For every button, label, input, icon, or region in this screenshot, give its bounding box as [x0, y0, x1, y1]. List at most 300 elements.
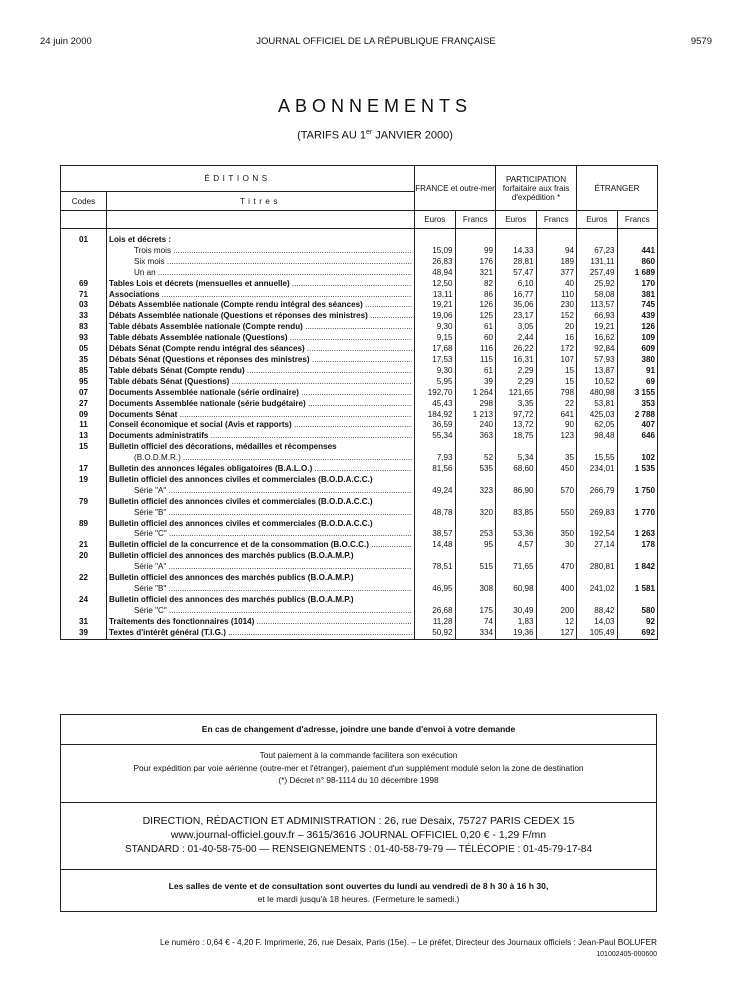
- etranger-francs: 646: [617, 431, 658, 442]
- contact-phones: STANDARD : 01-40-58-75-00 — RENSEIGNEMENTS : 01-40-58-79-79 — TÉLÉCOPIE : 01-45-79-17-84: [124, 844, 593, 855]
- france-euros: 19,06: [415, 311, 456, 322]
- etranger-francs: 1 581: [617, 584, 658, 595]
- etranger-francs: 91: [617, 366, 658, 377]
- france-francs: 86: [455, 290, 496, 301]
- participation-euros: 30,49: [496, 606, 537, 617]
- edition-title: [107, 475, 415, 486]
- edition-code: [61, 562, 107, 573]
- participation-francs: 377: [536, 268, 577, 279]
- participation-euros: [496, 551, 537, 562]
- edition-title-text: Documents administratifs .....: [109, 431, 412, 442]
- participation-euros: 28,81: [496, 257, 537, 268]
- edition-title: [107, 464, 415, 475]
- edition-code: 89: [61, 519, 107, 530]
- issue-date: 24 juin 2000: [40, 36, 92, 47]
- france-header: FRANCE et outre-mer: [415, 166, 496, 211]
- participation-francs: [536, 475, 577, 486]
- subtitle-sup: er: [365, 129, 373, 136]
- france-euros: [415, 519, 456, 530]
- edition-code: [61, 268, 107, 279]
- table-row: [61, 431, 658, 442]
- etranger-euros: [577, 519, 618, 530]
- etranger-francs: 2 788: [617, 410, 658, 421]
- edition-title-text: Bulletin officiel des annonces civiles et commerciales (B.O.D.A.C.C.): [109, 518, 373, 528]
- euros-header: Euros: [415, 211, 456, 229]
- france-euros: 17,53: [415, 355, 456, 366]
- participation-euros: 6,10: [496, 279, 537, 290]
- edition-code: [61, 606, 107, 617]
- edition-code: 05: [61, 344, 107, 355]
- participation-euros: [496, 497, 537, 508]
- edition-title-text: Bulletin officiel des annonces des marchés publics (B.O.A.M.P.): [109, 573, 354, 583]
- table-row: [61, 355, 658, 366]
- participation-euros: 14,33: [496, 246, 537, 257]
- edition-code: 21: [61, 540, 107, 551]
- etranger-euros: 92,84: [577, 344, 618, 355]
- edition-code: 01: [61, 235, 107, 246]
- participation-euros: 4,57: [496, 540, 537, 551]
- france-euros: 184,92: [415, 410, 456, 421]
- edition-code: 17: [61, 464, 107, 475]
- france-francs: 1 213: [455, 410, 496, 421]
- edition-code: 83: [61, 322, 107, 333]
- edition-title-text: Bulletin officiel des annonces civiles et commerciales (B.O.D.A.C.C.): [109, 474, 373, 484]
- etranger-euros: [577, 475, 618, 486]
- edition-code: 31: [61, 617, 107, 628]
- participation-francs: 110: [536, 290, 577, 301]
- edition-title-text: Textes d'intérêt général (T.I.G.) .....: [109, 628, 412, 639]
- etranger-euros: 67,23: [577, 246, 618, 257]
- edition-title-text: Documents Sénat .....: [109, 410, 412, 421]
- etranger-francs: 1 535: [617, 464, 658, 475]
- rates-table: [60, 165, 658, 640]
- france-euros: 19,21: [415, 300, 456, 311]
- france-euros: 192,70: [415, 388, 456, 399]
- edition-title-text: Associations .....: [109, 290, 412, 301]
- table-row: [61, 333, 658, 344]
- participation-francs: 22: [536, 399, 577, 410]
- participation-euros: 16,31: [496, 355, 537, 366]
- participation-francs: [536, 497, 577, 508]
- table-row: [61, 486, 658, 497]
- edition-title: [107, 290, 415, 301]
- france-francs: 82: [455, 279, 496, 290]
- participation-euros: [496, 519, 537, 530]
- page-number: 9579: [690, 36, 712, 47]
- opening-hours-box: [60, 869, 657, 912]
- participation-euros: 86,90: [496, 486, 537, 497]
- participation-francs: 94: [536, 246, 577, 257]
- france-euros: 26,68: [415, 606, 456, 617]
- france-euros: 17,68: [415, 344, 456, 355]
- edition-title-text: Débats Sénat (Compte rendu intégral des séances) .....: [109, 344, 412, 355]
- etranger-francs: [617, 442, 658, 453]
- participation-francs: 350: [536, 529, 577, 540]
- etranger-euros: [577, 442, 618, 453]
- edition-title: [107, 595, 415, 606]
- edition-code: 22: [61, 573, 107, 584]
- edition-code: 11: [61, 420, 107, 431]
- etranger-euros: 53,81: [577, 399, 618, 410]
- france-francs: 126: [455, 300, 496, 311]
- france-francs: [455, 497, 496, 508]
- france-francs: 334: [455, 628, 496, 639]
- edition-title-text: Bulletin officiel de la concurrence et de la consommation (B.O.C.C.) .....: [109, 540, 412, 551]
- subtitle-after: JANVIER 2000): [372, 129, 453, 142]
- france-francs: 176: [455, 257, 496, 268]
- france-francs: 125: [455, 311, 496, 322]
- participation-francs: 470: [536, 562, 577, 573]
- table-row: [61, 573, 658, 584]
- participation-euros: 2,44: [496, 333, 537, 344]
- table-row: [61, 497, 658, 508]
- blank-header: [61, 211, 107, 229]
- etranger-euros: 257,49: [577, 268, 618, 279]
- participation-francs: 12: [536, 617, 577, 628]
- etranger-euros: 266,79: [577, 486, 618, 497]
- edition-title: [107, 257, 415, 268]
- edition-code: 27: [61, 399, 107, 410]
- etranger-euros: 57,93: [577, 355, 618, 366]
- france-euros: 81,56: [415, 464, 456, 475]
- edition-code: [61, 529, 107, 540]
- table-row: [61, 562, 658, 573]
- table-row: [61, 366, 658, 377]
- table-row: [61, 617, 658, 628]
- participation-francs: [536, 235, 577, 246]
- participation-francs: [536, 442, 577, 453]
- edition-title: [107, 246, 415, 257]
- edition-title-text: Bulletin des annonces légales obligatoires (B.A.L.O.) .....: [109, 464, 412, 475]
- participation-euros: 23,17: [496, 311, 537, 322]
- france-euros: [415, 442, 456, 453]
- edition-code: 35: [61, 355, 107, 366]
- table-row: [61, 529, 658, 540]
- edition-code: 03: [61, 300, 107, 311]
- address-change-note: En cas de changement d'adresse, joindre une bande d'envoi à votre demande: [60, 714, 657, 745]
- participation-euros: 26,22: [496, 344, 537, 355]
- table-row: [61, 322, 658, 333]
- titres-header: Titres: [107, 192, 415, 211]
- participation-euros: [496, 595, 537, 606]
- edition-title-text: Table débats Sénat (Questions) .....: [109, 377, 412, 388]
- france-euros: 38,57: [415, 529, 456, 540]
- participation-euros: 60,98: [496, 584, 537, 595]
- edition-title-text: Série "A" .....: [134, 486, 412, 497]
- footer-reference: 101002405-000600: [596, 951, 657, 958]
- etranger-francs: [617, 475, 658, 486]
- participation-euros: 13,72: [496, 420, 537, 431]
- etranger-euros: 14,03: [577, 617, 618, 628]
- etranger-francs: 580: [617, 606, 658, 617]
- france-euros: 12,50: [415, 279, 456, 290]
- france-francs: 253: [455, 529, 496, 540]
- edition-title-text: Série "B" .....: [134, 508, 412, 519]
- participation-francs: [536, 595, 577, 606]
- etranger-euros: [577, 551, 618, 562]
- participation-euros: 2,29: [496, 377, 537, 388]
- etranger-francs: 126: [617, 322, 658, 333]
- edition-title-text: Bulletin officiel des annonces civiles et commerciales (B.O.D.A.C.C.): [109, 496, 373, 506]
- edition-code: 07: [61, 388, 107, 399]
- france-euros: [415, 475, 456, 486]
- participation-francs: 200: [536, 606, 577, 617]
- table-row: [61, 246, 658, 257]
- france-euros: 49,24: [415, 486, 456, 497]
- participation-francs: 20: [536, 322, 577, 333]
- participation-euros: [496, 475, 537, 486]
- participation-header: PARTICIPATION forfaitaire aux frais d'expédition *: [496, 166, 577, 211]
- france-euros: 14,48: [415, 540, 456, 551]
- contact-web: www.journal-officiel.gouv.fr – 3615/3616 JOURNAL OFFICIEL 0,20 € - 1,29 F/mn: [170, 829, 547, 841]
- table-body: [61, 229, 658, 640]
- francs-header: Francs: [536, 211, 577, 229]
- participation-francs: 40: [536, 279, 577, 290]
- etranger-euros: 131,11: [577, 257, 618, 268]
- participation-euros: 16,77: [496, 290, 537, 301]
- edition-title: [107, 399, 415, 410]
- france-francs: 1 264: [455, 388, 496, 399]
- opening-hours-saturday: et le mardi jusqu'à 18 heures. (Fermeture le samedi.): [257, 894, 460, 904]
- etranger-francs: 1 689: [617, 268, 658, 279]
- etranger-euros: 66,93: [577, 311, 618, 322]
- payment-note: Tout paiement à la commande facilitera son exécution: [259, 750, 458, 760]
- participation-francs: 15: [536, 377, 577, 388]
- table-row: [61, 344, 658, 355]
- participation-euros: 71,65: [496, 562, 537, 573]
- france-euros: [415, 573, 456, 584]
- participation-euros: 83,85: [496, 508, 537, 519]
- etranger-euros: 19,21: [577, 322, 618, 333]
- participation-francs: 450: [536, 464, 577, 475]
- etranger-euros: 113,57: [577, 300, 618, 311]
- france-francs: 74: [455, 617, 496, 628]
- edition-title: [107, 279, 415, 290]
- edition-title-text: Bulletin officiel des annonces des marchés publics (B.O.A.M.P.): [109, 594, 354, 604]
- edition-title-text: Table débats Assemblée nationale (Compte rendu) .....: [109, 322, 412, 333]
- contact-address: DIRECTION, RÉDACTION ET ADMINISTRATION : 26, rue Desaix, 75727 PARIS CEDEX 15: [142, 815, 575, 827]
- etranger-francs: 692: [617, 628, 658, 639]
- participation-francs: 152: [536, 311, 577, 322]
- participation-francs: 798: [536, 388, 577, 399]
- euros-header: Euros: [577, 211, 618, 229]
- edition-title-text: Conseil économique et social (Avis et rapports) .....: [109, 420, 412, 431]
- edition-title: [107, 268, 415, 279]
- participation-francs: 30: [536, 540, 577, 551]
- table-row: [61, 268, 658, 279]
- francs-header: Francs: [617, 211, 658, 229]
- francs-header: Francs: [455, 211, 496, 229]
- edition-code: [61, 486, 107, 497]
- table-row: [61, 442, 658, 453]
- france-euros: 50,92: [415, 628, 456, 639]
- etranger-francs: [617, 235, 658, 246]
- table-row: [61, 410, 658, 421]
- etranger-francs: 102: [617, 453, 658, 464]
- etranger-francs: 353: [617, 399, 658, 410]
- etranger-francs: [617, 573, 658, 584]
- table-row: [61, 584, 658, 595]
- etranger-euros: 241,02: [577, 584, 618, 595]
- edition-code: [61, 584, 107, 595]
- blank-header: [107, 211, 415, 229]
- edition-title: [107, 300, 415, 311]
- participation-francs: [536, 551, 577, 562]
- etranger-francs: 860: [617, 257, 658, 268]
- france-francs: 115: [455, 355, 496, 366]
- participation-euros: 57,47: [496, 268, 537, 279]
- edition-title-text: Traitements des fonctionnaires (1014) .....: [109, 617, 412, 628]
- etranger-francs: 92: [617, 617, 658, 628]
- etranger-euros: [577, 235, 618, 246]
- france-francs: [455, 519, 496, 530]
- etranger-francs: 3 155: [617, 388, 658, 399]
- edition-title: [107, 573, 415, 584]
- france-francs: 99: [455, 246, 496, 257]
- participation-euros: 19,36: [496, 628, 537, 639]
- etranger-euros: 280,81: [577, 562, 618, 573]
- edition-code: 20: [61, 551, 107, 562]
- etranger-francs: 69: [617, 377, 658, 388]
- participation-euros: 3,35: [496, 399, 537, 410]
- etranger-euros: 13,87: [577, 366, 618, 377]
- etranger-francs: 609: [617, 344, 658, 355]
- france-euros: 11,28: [415, 617, 456, 628]
- table-row: [61, 475, 658, 486]
- table-row: [61, 290, 658, 301]
- france-francs: 61: [455, 366, 496, 377]
- france-francs: 321: [455, 268, 496, 279]
- france-euros: [415, 235, 456, 246]
- etranger-euros: 88,42: [577, 606, 618, 617]
- footer-text: Le numéro : 0,64 € - 4,20 F. Imprimerie, 26, rue Desaix, Paris (15e). – Le préfet, Directeur des Journaux officiels : Jean-Paul BOLUFER: [160, 937, 657, 947]
- table-row: [61, 508, 658, 519]
- edition-code: 33: [61, 311, 107, 322]
- france-euros: 48,94: [415, 268, 456, 279]
- table-row: [61, 606, 658, 617]
- edition-title-text: (B.O.D.M.R.) .....: [134, 453, 412, 464]
- edition-title-text: Tables Lois et décrets (mensuelles et annuelle) .....: [109, 279, 412, 290]
- edition-code: [61, 257, 107, 268]
- edition-title: [107, 486, 415, 497]
- table-row: [61, 235, 658, 246]
- france-euros: 48,78: [415, 508, 456, 519]
- etranger-euros: [577, 497, 618, 508]
- france-francs: [455, 595, 496, 606]
- etranger-euros: 425,03: [577, 410, 618, 421]
- edition-title-text: Série "A" .....: [134, 562, 412, 573]
- participation-francs: [536, 573, 577, 584]
- participation-euros: [496, 573, 537, 584]
- etranger-francs: 381: [617, 290, 658, 301]
- edition-code: 71: [61, 290, 107, 301]
- edition-title-text: Table débats Assemblée nationale (Questions) .....: [109, 333, 412, 344]
- edition-title: [107, 322, 415, 333]
- participation-francs: [536, 519, 577, 530]
- etranger-euros: 15,55: [577, 453, 618, 464]
- participation-euros: 18,75: [496, 431, 537, 442]
- france-francs: 320: [455, 508, 496, 519]
- participation-euros: 53,36: [496, 529, 537, 540]
- edition-title-text: Un an .....: [134, 268, 412, 279]
- table-row: [61, 595, 658, 606]
- edition-title: [107, 431, 415, 442]
- participation-francs: 172: [536, 344, 577, 355]
- participation-francs: 400: [536, 584, 577, 595]
- etranger-euros: 62,05: [577, 420, 618, 431]
- participation-euros: 2,29: [496, 366, 537, 377]
- france-euros: [415, 551, 456, 562]
- france-euros: 36,59: [415, 420, 456, 431]
- edition-title: [107, 355, 415, 366]
- participation-francs: 550: [536, 508, 577, 519]
- france-francs: 116: [455, 344, 496, 355]
- etranger-francs: [617, 519, 658, 530]
- table-row: [61, 540, 658, 551]
- participation-euros: 121,65: [496, 388, 537, 399]
- france-francs: 240: [455, 420, 496, 431]
- participation-euros: [496, 442, 537, 453]
- edition-title: [107, 410, 415, 421]
- edition-title-text: Série "C" .....: [134, 529, 412, 540]
- etranger-euros: 25,92: [577, 279, 618, 290]
- euros-header: Euros: [496, 211, 537, 229]
- france-euros: 78,51: [415, 562, 456, 573]
- france-francs: 52: [455, 453, 496, 464]
- table-row: [61, 257, 658, 268]
- france-euros: 9,30: [415, 322, 456, 333]
- edition-title-text: Série "C" .....: [134, 606, 412, 617]
- etranger-euros: [577, 573, 618, 584]
- edition-title-text: Débats Assemblée nationale (Questions et réponses des ministres) .....: [109, 311, 412, 322]
- edition-title-text: Table débats Sénat (Compte rendu) .....: [109, 366, 412, 377]
- participation-euros: 3,05: [496, 322, 537, 333]
- edition-title: [107, 529, 415, 540]
- france-francs: 175: [455, 606, 496, 617]
- etranger-francs: 1 842: [617, 562, 658, 573]
- etranger-francs: 441: [617, 246, 658, 257]
- france-francs: [455, 573, 496, 584]
- etranger-euros: 10,52: [577, 377, 618, 388]
- table-row: [61, 279, 658, 290]
- etranger-francs: 178: [617, 540, 658, 551]
- etranger-francs: 745: [617, 300, 658, 311]
- table-row: [61, 628, 658, 639]
- edition-title-text: Lois et décrets :: [109, 235, 172, 244]
- table-row: [61, 300, 658, 311]
- edition-title: [107, 540, 415, 551]
- edition-code: 09: [61, 410, 107, 421]
- participation-francs: 189: [536, 257, 577, 268]
- subtitle-before: (TARIFS AU 1: [297, 129, 366, 142]
- etranger-francs: 439: [617, 311, 658, 322]
- etranger-euros: [577, 595, 618, 606]
- france-francs: 308: [455, 584, 496, 595]
- edition-code: 95: [61, 377, 107, 388]
- edition-title: [107, 628, 415, 639]
- edition-title: [107, 377, 415, 388]
- participation-euros: 35,06: [496, 300, 537, 311]
- page-subtitle: [0, 129, 750, 142]
- etranger-euros: 58,08: [577, 290, 618, 301]
- edition-code: 24: [61, 595, 107, 606]
- participation-euros: 97,72: [496, 410, 537, 421]
- edition-title: [107, 333, 415, 344]
- edition-code: 39: [61, 628, 107, 639]
- etranger-francs: 109: [617, 333, 658, 344]
- etranger-header: ÉTRANGER: [577, 166, 658, 211]
- participation-francs: 570: [536, 486, 577, 497]
